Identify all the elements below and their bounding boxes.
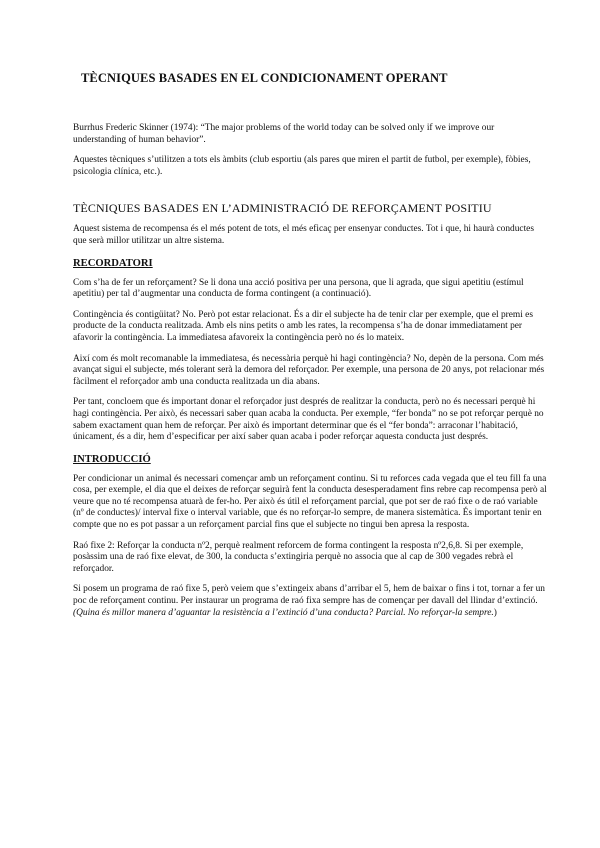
document-title: TÈCNIQUES BASADES EN EL CONDICIONAMENT OPERANT: [81, 71, 448, 85]
introduccio-paragraph-3-text: Si posem un programa de raó fixe 5, però veiem que s’extingeix abans d’arribar el 5, hem de baixar o fins i tot, tornar a fer un poc de reforçament continu. Per instaurar un programa de raó fixa sempre has de començar per davall del llindar d’extinció.: [73, 584, 545, 607]
introduccio-paragraph-1: Per condicionar un animal és necessari començar amb un reforçament continu. Si tu reforces cada vegada que el teu fill fa una cosa, per exemple, el dia que el deixes de reforçar seguirà fent la conducta desesperadament fins rebre cap recompensa però al veure que no té recompensa atuarà de fer-ho. Per això és útil el reforçament parcial, que pot ser de raó fixe o de raó variable (nº de conductes)/ interval fixe o interval variable, que és no reforçar-lo sempre, de manera sistemàtica. És important tenir en compte que no es pot passar a un reforçament parcial fins que el subjecte no tingui ben apresa la resposta.: [73, 473, 547, 531]
section-heading-reforcament-positiu: TÈCNIQUES BASADES EN L’ADMINISTRACIÓ DE REFORÇAMENT POSITIU: [73, 201, 492, 216]
recordatori-paragraph-3: Així com és molt recomanable la immediatesa, és necessària perquè hi hagi contingència? No, depèn de la persona. Com més avançat sigui el subjecte, més tolerant serà la demora del reforçador. Per exemple, una persona de 20 anys, pot relacionar més fàcilment el reforçador amb una conducta realitzada un dia abans.: [73, 353, 545, 387]
document-body: [73, 70, 549, 619]
heading-introduccio: INTRODUCCIÓ: [73, 453, 151, 465]
introduccio-paragraph-3-italic: (Quina és millor manera d’aguantar la resistència a l’extinció d’una conducta? Parcial. No reforçar-la sempre.: [73, 607, 494, 618]
introduccio-paragraph-2: Raó fixe 2: Reforçar la conducta nº2, perquè realment reforcem de forma contingent la resposta nº2,6,8. Si per exemple, posàssim una de raó fixe elevat, de 300, la conducta s’extingiria perquè no associa que al cap de 300 vegades rebrà el reforçador.: [73, 540, 524, 574]
recordatori-paragraph-4: Per tant, concloem que és important donar el reforçador just després de realitzar la conducta, però no és necessari perquè hi hagi contingència. Per això, és necessari saber quan acaba la conducta. Per exemple, “fer bonda” no se pot reforçar perquè no sabem exactament quan hem de reforçar. Per això és important determinar que és el “fer bonda”: arraconar l’habitació, únicament, és a dir, hem d’especificar per així saber quan acaba i poder reforçar aquesta conducta just després.: [73, 397, 544, 443]
introduccio-paragraph-3-close: ): [493, 607, 497, 618]
heading-recordatori: RECORDATORI: [73, 257, 153, 269]
introduccio-paragraph-3: [73, 584, 549, 619]
section-paragraph: Aquest sistema de recompensa és el més potent de tots, el més eficaç per ensenyar conductes. Tot i que, hi haurà conductes que serà millor utilitzar un altre sistema.: [73, 224, 534, 246]
recordatori-paragraph-1: Com s’ha de fer un reforçament? Se li dona una acció positiva per una persona, que li agrada, que sigui apetitiu (estímul apetitiu) per tal d’augmentar una conducta de forma contingent (a continuació).: [73, 277, 524, 300]
skinner-quote: Burrhus Frederic Skinner (1974): “The major problems of the world today can be solved only if we improve our understanding of human behavior”.: [73, 123, 495, 145]
intro-paragraph: Aquestes tècniques s’utilitzen a tots els àmbits (club esportiu (als pares que miren el partit de futbol, per exemple), fòbies, psicologia clínica, etc.).: [73, 155, 531, 177]
recordatori-paragraph-2: Contingència és contigüitat? No. Però pot estar relacionat. És a dir el subjecte ha de tenir clar per exemple, que el premi es producte de la conducta realitzada. Amb els nins petits o amb les rates, la recompensa s’ha de donar immediatament per afavorir la contingència. La immediatesa afavoreix la contingència però no és lo mateix.: [73, 309, 533, 343]
